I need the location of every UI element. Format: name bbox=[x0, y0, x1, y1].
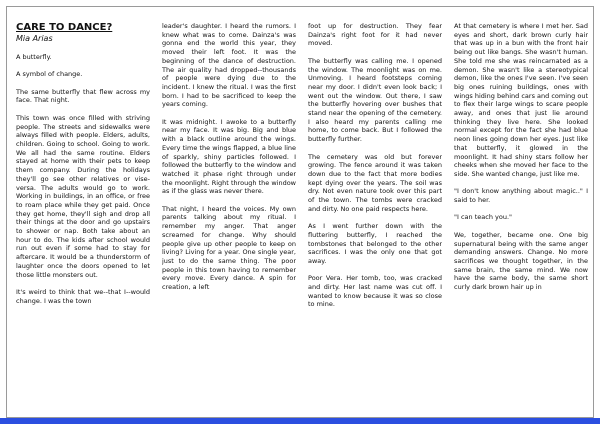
paragraph: leader's daughter. I heard the rumors. I knew what was to come. Dainza's was gonna end the world this year, they moved their left foot. It was the beginning of the dance of destruction. The air quality had dropped--thousands of people were dying due to the incident. I knew the ritual. I was the first born. I had to be sacrificed to keep the years coming. bbox=[162, 22, 296, 109]
column-1 bbox=[16, 22, 150, 418]
paragraph: foot up for destruction. They fear Dainza's right foot for it had never moved. bbox=[308, 22, 442, 48]
bottom-blue-rule bbox=[0, 418, 600, 424]
paragraph: "I can teach you." bbox=[454, 213, 513, 222]
column-2 bbox=[162, 22, 296, 418]
story-author: Mia Arias bbox=[16, 34, 53, 43]
paragraph: The butterfly was calling me. I opened the window. The moonlight was on me. Unmoving. I heard footsteps coming near my door. I didn't even look back; I went out the window. Out there, I saw the butterfly hovering over bushes that stand near the opening of the cemetery. I also heard my parents calling me home, to come back. But I followed the butterfly further. bbox=[308, 56, 442, 144]
paragraph: The cemetery was old but forever growing. The fence around it was taken down due to the fact that more bodies kept dying over the years. The soil was dry. Not even nature took over this part of the town. The tombs were cracked and dirty. No one paid respects here. bbox=[308, 152, 442, 213]
column-4 bbox=[454, 22, 588, 418]
paragraph: Poor Vera. Her tomb, too, was cracked and dirty. Her last name was cut off. I wanted to know because it was so close to mine. bbox=[308, 274, 442, 309]
paragraph: It's weird to think that we--that I--would change. I was the town bbox=[16, 287, 150, 305]
paragraph: This town was once filled with striving people. The streets and sidewalks were always filled with people. Elders, adults, children. Going to school. Going to work. We all had the same routine. Elders stayed at home with their pets to keep them company. During the holidays they'll go see other relatives or vise-versa. The adults would go to work. Working in buildings, in an office, or free to roam place while they get paid. Once they get home, they'll sigh and drop all their things at the door and go upstairs to shower or nap. Both take about an hour to do. The kids after school would run out even if some had to stay for aftercare. It would be a thunderstorm of laughter once the doors opened to let those little monsters out. bbox=[16, 113, 150, 279]
paragraph: That night, I heard the voices. My own parents talking about my ritual. I remember my anger. That anger screamed for change. Why should people give up other people to keep on living? Living for a year. One single year, just to do the same thing. The poor people in this town having to remember every move. Every dance. A spin for creation, a left bbox=[162, 204, 296, 292]
story-columns bbox=[16, 22, 588, 418]
paragraph: At that cemetery is where I met her. Sad eyes and short, dark brown curly hair that was up in a bun with the front hair being out like bangs. She wasn't human. She told me she was reincarnated as a demon. She wasn't like a stereotypical demon, like the ones I've seen. I've seen big ones ruining buildings, ones with wings hiding behind cars and coming out to flex their large wings to scare people away, and ones that just lie around thinking they live here. She looked normal except for the fact she had blue neon lines going down her eyes. Just like that butterfly, it glowed in the moonlight. It had shiny stars follow her cheeks when she moved her face to the side. She wanted change, just like me. bbox=[454, 22, 588, 178]
paragraph: A symbol of change. bbox=[16, 70, 83, 79]
paragraph: As I went further down with the fluttering butterfly, I reached the tombstones that belonged to the other sacrifices. I was the only one that got away. bbox=[308, 222, 442, 265]
paragraph: The same butterfly that flew across my face. That night. bbox=[16, 87, 150, 105]
paragraph: A butterfly. bbox=[16, 53, 52, 61]
paragraph: It was midnight. I awoke to a butterfly near my face. It was big. Big and blue with a black outline around the wings. Every time the wings flapped, a blue line of sparkly, shiny particles followed. I followed the butterfly to the window and watched it phase right through under the moonlight. Right through the window as if the glass was never there. bbox=[162, 117, 296, 196]
paragraph: We, together, became one. One big supernatural being with the same anger demanding answers. Change. No more sacrifices we thought together, in the same brain, the same mind. We now have the same body, the same short curly dark brown hair up in bbox=[454, 230, 588, 292]
column-3 bbox=[308, 22, 442, 418]
story-title: CARE TO DANCE? bbox=[16, 22, 113, 33]
paragraph: "I don't know anything about magic.." I said to her. bbox=[454, 187, 588, 205]
